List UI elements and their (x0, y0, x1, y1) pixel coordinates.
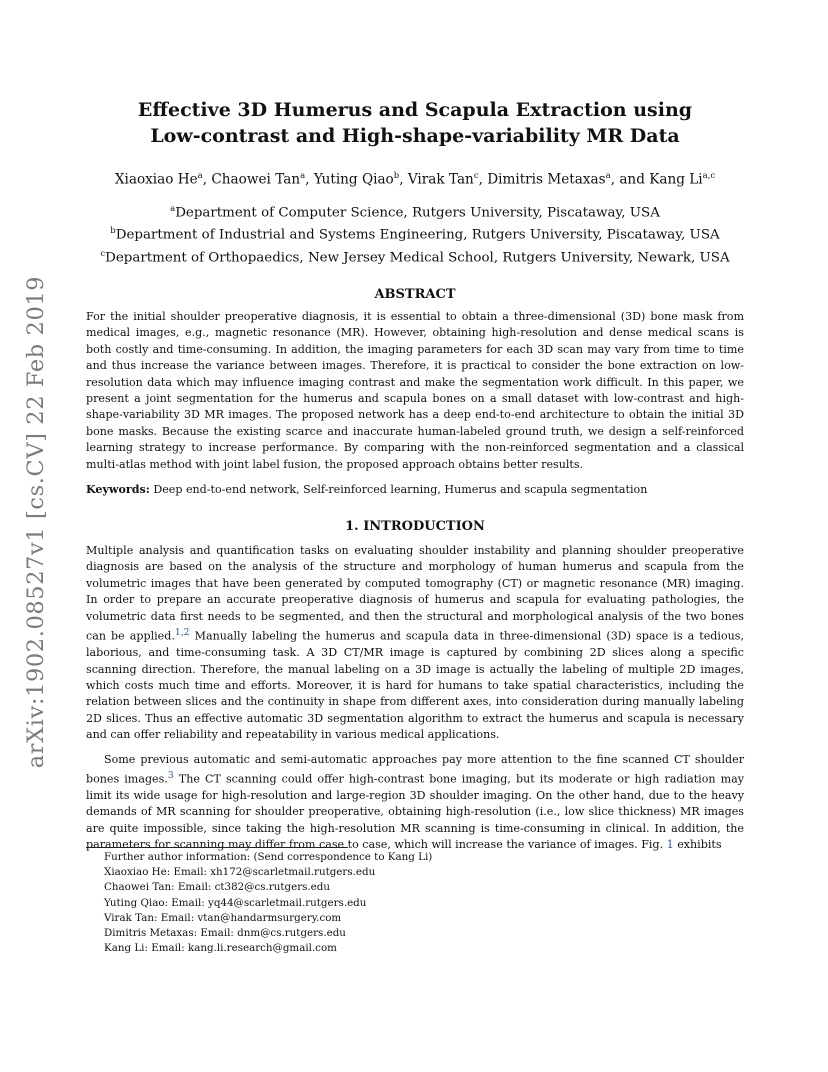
footnote-line: Virak Tan: Email: vtan@handarmsurgery.com (104, 911, 342, 924)
author-separator: , (305, 171, 314, 188)
abstract-heading: ABSTRACT (374, 287, 456, 302)
author-affiliation-mark: a (197, 171, 203, 181)
footnotes (104, 850, 704, 956)
author-affiliation-mark: b (393, 171, 400, 181)
author-affiliation-mark: c (473, 171, 479, 181)
paragraph-text: Manually labeling the humerus and scapula data in three-dimensional (3D) space is a tedious, laborious, and time-consuming task. A 3D CT/MR image is captured by combining 2D slices along a specific scanning direction. Therefore, the manual labeling on a 3D image is actually the labeling of multiple 2D images, which costs much time and efforts. Moreover, it is hard for humans to take spatial characteristics, including the relation between slices and the continuity in shape from different axes, into consideration during manually labeling 2D slices. Thus an effective automatic 3D segmentation algorithm to extract the humerus and scapula is necessary and can offer reliability and repeatability in various medical applications. (86, 629, 744, 742)
affiliation-mark: b (110, 226, 116, 237)
paragraph-text: Multiple analysis and quantification tasks on evaluating shoulder instability and planning shoulder preoperative diagnosis are based on the analysis of the structure and morphology of human humerus and scapula from the volumetric images that have been generated by computed tomography (CT) or magnetic resonance (MR) imaging. In order to prepare an accurate preoperative diagnosis of humerus and scapula for evaluating pathologies, the volumetric data first needs to be segmented, and then the structural and morphological analysis of the two bones can be applied. (86, 544, 744, 643)
introduction-heading: 1. INTRODUCTION (345, 519, 485, 534)
keywords-label: Keywords: (86, 483, 150, 496)
footnote-divider (86, 847, 348, 848)
affiliation-line (86, 222, 744, 244)
arxiv-identifier: arXiv:1902.08527v1 [cs.CV] 22 Feb 2019 (23, 275, 49, 769)
author-affiliation-mark: a (605, 171, 611, 181)
author-affiliation-mark: a (300, 171, 306, 181)
author-name: Dimitris Metaxas (487, 171, 606, 188)
author-separator: , (202, 171, 212, 188)
figure-reference-link[interactable]: 1 (666, 838, 674, 852)
author-name: Virak Tan (407, 171, 474, 188)
paragraph-text: Some previous automatic and semi-automatic approaches pay more attention to the fine scanned CT shoulder bones images. (86, 752, 744, 786)
author-name: Xiaoxiao He (114, 171, 198, 188)
footnote-line: Further author information: (Send correspondence to Kang Li) (104, 851, 433, 863)
introduction-paragraph-1 (86, 543, 744, 744)
title-line-2: Low-contrast and High-shape-variability MR Data (150, 125, 680, 147)
introduction-body (86, 543, 744, 854)
citation-link[interactable]: 1,2 (174, 627, 190, 639)
keywords-text: Deep end-to-end network, Self-reinforced learning, Humerus and scapula segmentation (149, 483, 648, 496)
author-separator: , (478, 171, 488, 188)
abstract-body: For the initial shoulder preoperative diagnosis, it is essential to obtain a three-dimensional (3D) bone mask from medical images, e.g., magnetic resonance (MR). However, obtaining high-resolution and dense medical scans is both costly and time-consuming. In addition, the imaging parameters for each 3D scan may vary from time to time and thus increase the variance between images. Therefore, it is practical to consider the bone extraction on low-resolution data which may influence imaging contrast and make the segmentation work difficult. In this paper, we present a joint segmentation for the humerus and scapula bones on a small dataset with low-contrast and high-shape-variability 3D MR images. The proposed network has a deep end-to-end architecture to obtain the initial 3D bone masks. Because the existing scarce and inaccurate human-labeled ground truth, we design a self-reinforced learning strategy to increase performance. By comparing with the non-reinforced segmentation and a classical multi-atlas method with joint label fusion, the proposed approach obtains better results. (86, 310, 744, 471)
author-name: Kang Li (649, 171, 703, 188)
footnote-line: Dimitris Metaxas: Email: dnm@cs.rutgers.edu (104, 927, 346, 940)
author-name: Chaowei Tan (211, 171, 301, 188)
affiliation-text: Department of Orthopaedics, New Jersey Medical School, Rutgers University, Newark, USA (105, 250, 730, 266)
affiliation-text: Department of Industrial and Systems Engineering, Rutgers University, Piscataway, USA (115, 227, 720, 243)
paragraph-text: The CT scanning could offer high-contrast bone imaging, but its moderate or high radiation may limit its wide usage for high-resolution and large-region 3D shoulder imaging. On the other hand, due to the heavy demands of MR scanning for shoulder preoperative, obtaining high-resolution (i.e., low slice thickness) MR images are quite impossible, since taking the high-resolution MR scanning is time-consuming in clinical. In addition, the parameters for scanning may differ from case to case, which will increase the variance of images. Fig. (86, 772, 744, 852)
affiliation-mark: c (100, 248, 106, 259)
arxiv-sidebar (23, 275, 49, 769)
keywords-line (86, 482, 744, 498)
paper-title (86, 97, 744, 149)
footnote-line: Yuting Qiao: Email: yq44@scarletmail.rutgers.edu (104, 896, 367, 909)
author-list (86, 166, 744, 190)
footnote-line: Kang Li: Email: kang.li.research@gmail.com (104, 942, 337, 955)
paragraph-text: exhibits (673, 838, 722, 852)
citation-link[interactable]: 3 (167, 769, 174, 781)
author-affiliation-mark: a,c (702, 171, 716, 181)
author-separator: , and (610, 171, 650, 188)
affiliation-list (86, 200, 744, 267)
title-line-1: Effective 3D Humerus and Scapula Extraction using (137, 99, 693, 121)
author-separator: , (399, 171, 408, 188)
footnote-line: Xiaoxiao He: Email: xh172@scarletmail.rutgers.edu (104, 866, 376, 879)
affiliation-line (86, 200, 744, 222)
introduction-paragraph-2 (86, 752, 744, 854)
affiliation-text: Department of Computer Science, Rutgers University, Piscataway, USA (175, 205, 660, 221)
affiliation-line (86, 245, 744, 267)
footnote-line: Chaowei Tan: Email: ct382@cs.rutgers.edu (104, 881, 331, 894)
author-name: Yuting Qiao (313, 171, 394, 188)
affiliation-mark: a (170, 204, 176, 214)
